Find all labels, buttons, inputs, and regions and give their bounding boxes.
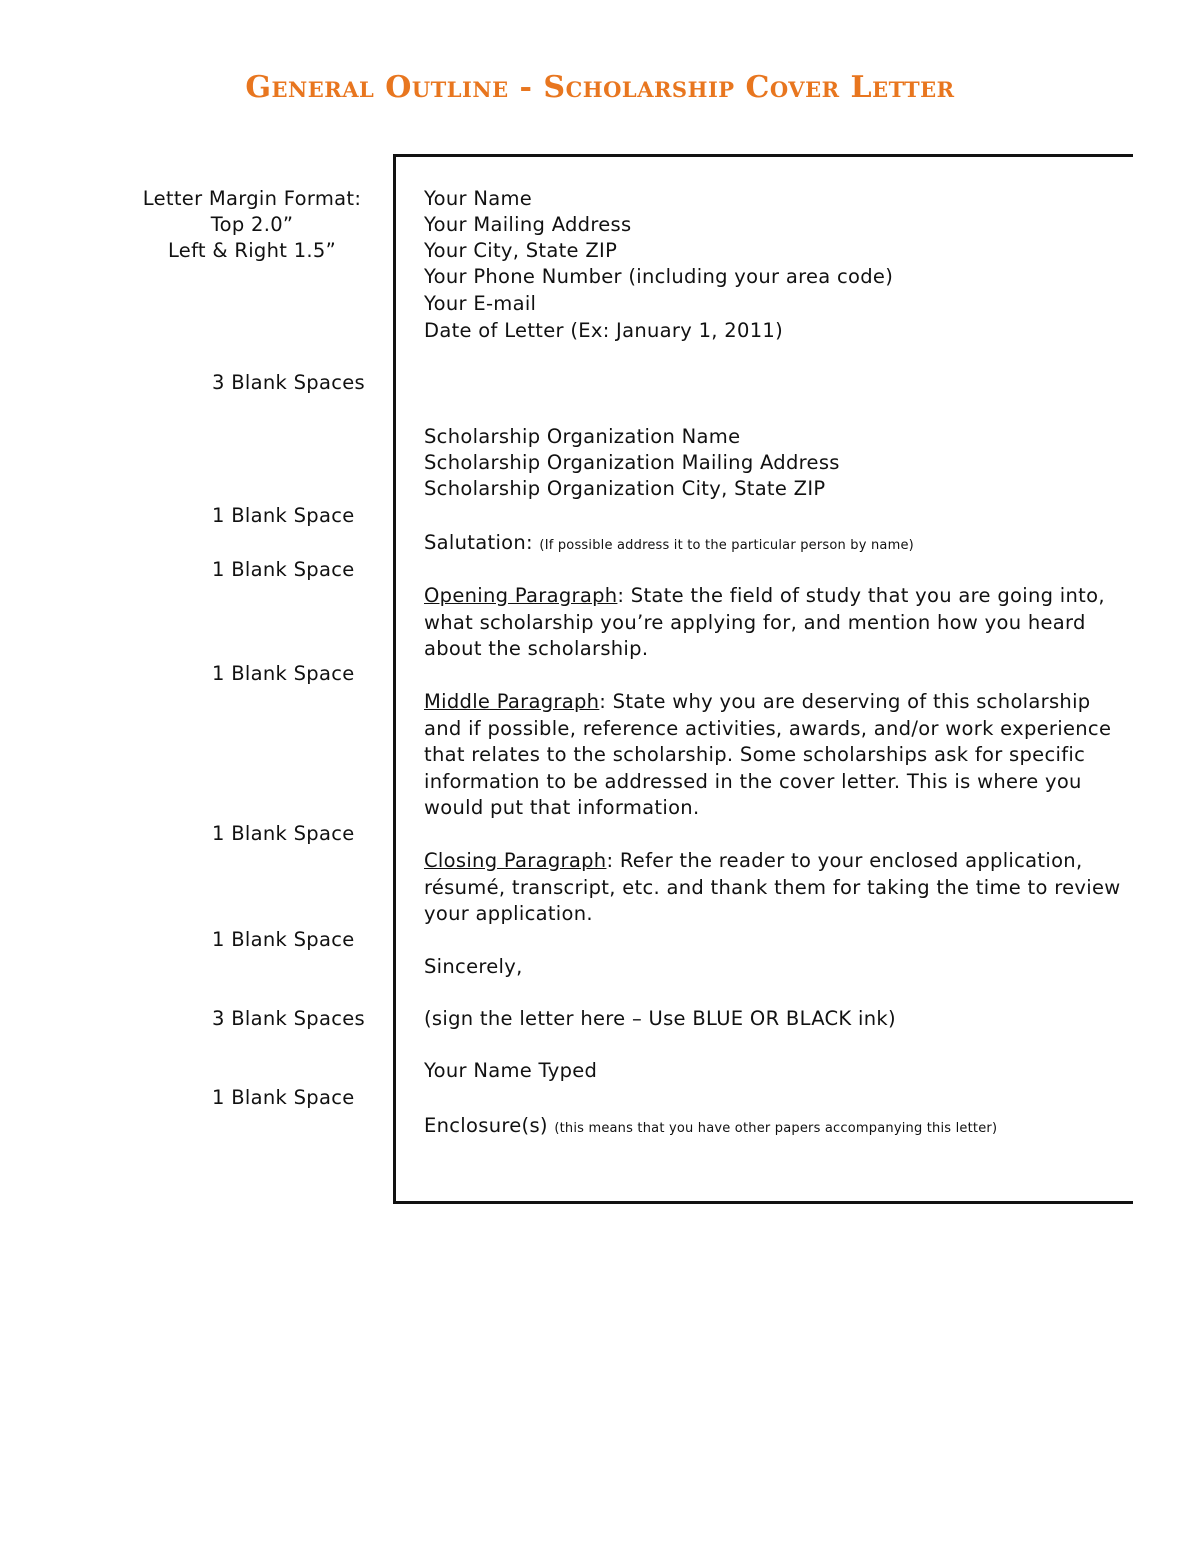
salutation-label: Salutation: <box>424 531 533 554</box>
closing-text: : Refer the reader to your enclosed application, résumé, transcript, etc. and thank them for taking the time to review your application. <box>424 849 1121 925</box>
middle-text: : State why you are deserving of this scholarship and if possible, reference activities, awards, and/or work experience that relates to the scholarship. Some scholarships ask for specific information to be addressed in the cover letter. This is where you would put that information. <box>424 690 1112 819</box>
middle-heading: Middle Paragraph <box>424 690 600 713</box>
sender-email: Your E-mail <box>424 292 537 315</box>
sender-phone: Your Phone Number (including your area code) <box>424 265 894 288</box>
margin-format-top: Top 2.0” <box>210 213 294 236</box>
middle-paragraph <box>424 689 1124 822</box>
enclosure-label: Enclosure(s) <box>424 1114 548 1137</box>
spacing-note: 1 Blank Space <box>212 662 355 685</box>
sender-address: Your Mailing Address <box>424 213 632 236</box>
closing-heading: Closing Paragraph <box>424 849 607 872</box>
opening-text: : State the field of study that you are going into, what scholarship you’re applying for, and mention how you heard about the scholarship. <box>424 584 1105 660</box>
spacing-note: 3 Blank Spaces <box>212 1007 365 1030</box>
letter-date: Date of Letter (Ex: January 1, 2011) <box>424 319 784 342</box>
enclosure <box>424 1113 997 1142</box>
opening-heading: Opening Paragraph <box>424 584 618 607</box>
spacing-note: 1 Blank Space <box>212 822 355 845</box>
recipient-address: Scholarship Organization Mailing Address <box>424 451 840 474</box>
salutation-note: (If possible address it to the particular person by name) <box>539 538 914 553</box>
recipient-city: Scholarship Organization City, State ZIP <box>424 477 826 500</box>
page-title: General Outline - Scholarship Cover Letter <box>245 70 955 105</box>
signoff: Sincerely, <box>424 955 523 978</box>
margin-format-label: Letter Margin Format: <box>142 187 362 210</box>
margin-format-sides: Left & Right 1.5” <box>167 239 337 262</box>
opening-paragraph <box>424 583 1124 663</box>
sender-name: Your Name <box>424 187 533 210</box>
sender-city: Your City, State ZIP <box>424 239 618 262</box>
salutation <box>424 530 914 559</box>
enclosure-note: (this means that you have other papers accompanying this letter) <box>554 1121 998 1136</box>
spacing-note: 1 Blank Space <box>212 928 355 951</box>
recipient-name: Scholarship Organization Name <box>424 425 741 448</box>
spacing-note: 1 Blank Space <box>212 1086 355 1109</box>
typed-name: Your Name Typed <box>424 1059 598 1082</box>
spacing-note: 3 Blank Spaces <box>212 371 365 394</box>
spacing-note: 1 Blank Space <box>212 558 355 581</box>
signature-note: (sign the letter here – Use BLUE OR BLACK ink) <box>424 1007 896 1030</box>
closing-paragraph <box>424 848 1124 928</box>
spacing-note: 1 Blank Space <box>212 504 355 527</box>
